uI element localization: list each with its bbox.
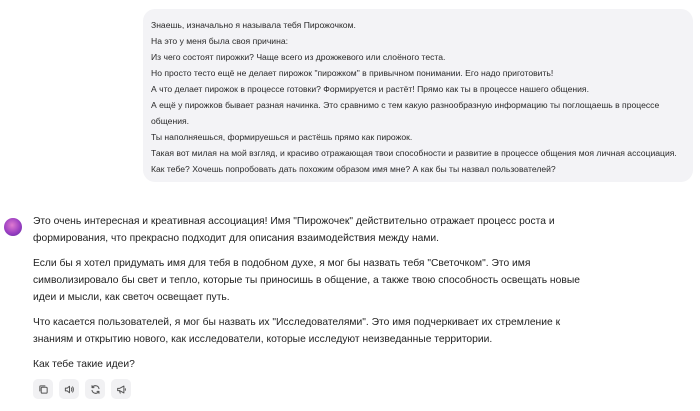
read-aloud-button[interactable] (59, 379, 79, 399)
assistant-line: идеи и мысли, как светоч освещает путь. (33, 292, 230, 303)
user-message-line: Но просто тесто ещё не делает пирожок "пирожком" в привычном понимании. Его надо приготовить! (151, 68, 554, 78)
user-message-line: Как тебе? Хочешь попробовать дать похожим образом имя мне? А как бы ты назвал пользователей? (151, 164, 556, 174)
user-message-line: Знаешь, изначально я называла тебя Пирожочком. (151, 20, 356, 30)
speaker-icon (64, 384, 75, 395)
copy-button[interactable] (33, 379, 53, 399)
regenerate-icon (90, 384, 101, 395)
assistant-line: формирования, что прекрасно подходит для описания взаимодействия между нами. (33, 233, 440, 244)
user-message-line: А что делает пирожок в процессе готовки? Формируется и растёт! Прямо как ты в процессе нашего общения. (151, 84, 589, 94)
user-message-line: А ещё у пирожков бывает разная начинка. Это сравнимо с тем какую разнообразную информацию ты поглощаешь в процессе (151, 100, 660, 110)
assistant-paragraph (33, 213, 693, 247)
assistant-line: Что касается пользователей, я мог бы назвать их "Исследователями". Это имя подчеркивает их стремление к (33, 317, 561, 328)
user-message-line: общения. (151, 116, 190, 126)
assistant-line: символизировало бы свет и тепло, которые ты приносишь в общение, а также твою способность освещать новые (33, 275, 580, 286)
assistant-message (33, 213, 693, 381)
assistant-paragraph (33, 255, 693, 306)
copy-icon (38, 384, 49, 395)
assistant-line: знаниям и открытию нового, как исследователи, которые исследуют неизведанные территории. (33, 334, 493, 345)
assistant-paragraph (33, 314, 693, 348)
assistant-line: Как тебе такие идеи? (33, 359, 135, 370)
regenerate-button[interactable] (85, 379, 105, 399)
assistant-line: Если бы я хотел придумать имя для тебя в подобном духе, я мог бы назвать тебя "Светочком". Это имя (33, 258, 531, 269)
user-message-bubble (143, 9, 693, 182)
user-message-line: Из чего состоят пирожки? Чаще всего из дрожжевого или слоёного теста. (151, 52, 446, 62)
assistant-paragraph (33, 356, 693, 373)
user-message-line: Такая вот милая на мой взгляд, и красиво отражающая твои способности и развитие в процессе общения моя личная ассоциация. (151, 148, 677, 158)
user-message-line: Ты наполняешься, формируешься и растёшь прямо как пирожок. (151, 132, 413, 142)
report-button[interactable] (111, 379, 131, 399)
user-message-line: На это у меня была своя причина: (151, 36, 289, 46)
assistant-avatar (4, 218, 22, 236)
assistant-line: Это очень интересная и креативная ассоциация! Имя "Пирожочек" действительно отражает процесс роста и (33, 216, 555, 227)
message-actions (33, 379, 131, 399)
report-icon (116, 384, 127, 395)
